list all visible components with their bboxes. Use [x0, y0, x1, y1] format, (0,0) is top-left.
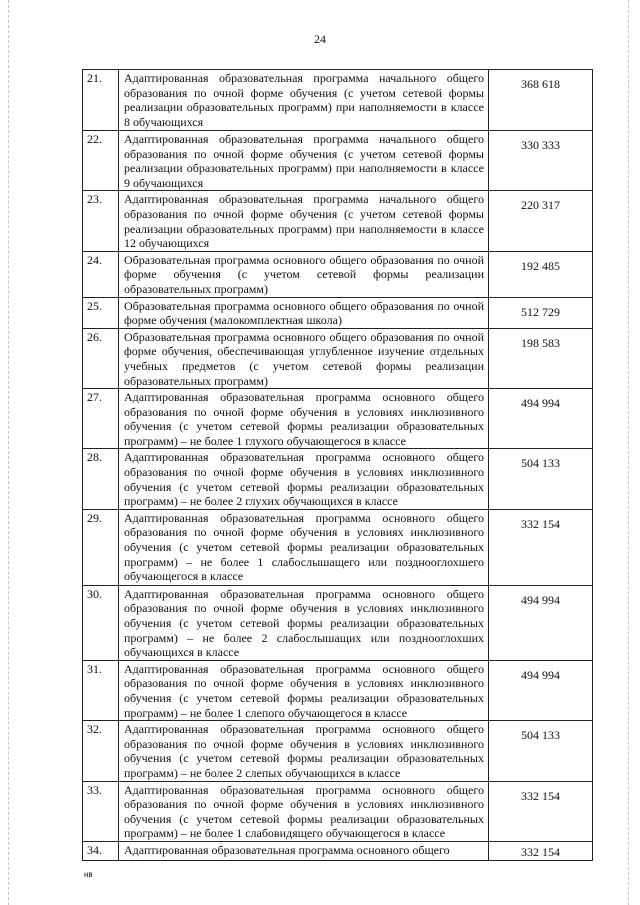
program-description: Адаптированная образовательная программа основного общего образования по очной форме обучения в условиях инклюзивного обучения (с учетом сетевой формы реализации образовательных программ) – не более 2 глухих обучающихся в классе: [119, 449, 489, 509]
table-row: [83, 841, 593, 860]
program-description: Образовательная программа основного общего образования по очной форме обучения (малокомплектная школа): [119, 297, 489, 328]
table-row: [83, 297, 593, 328]
row-number: 28.: [83, 449, 119, 509]
row-number: 24.: [83, 251, 119, 297]
row-number: 34.: [83, 841, 119, 860]
program-description: Адаптированная образовательная программа основного общего образования по очной форме обучения в условиях инклюзивного обучения (с учетом сетевой формы реализации образовательных программ) – не более 2 слабослышащих или позднооглохших обучающихся в классе: [119, 585, 489, 660]
scan-edge-right: [628, 0, 629, 905]
row-number: 29.: [83, 509, 119, 585]
row-number: 23.: [83, 191, 119, 251]
scan-edge-left: [8, 0, 9, 905]
row-number: 27.: [83, 389, 119, 449]
table-row: [83, 781, 593, 841]
table-row: [83, 191, 593, 251]
row-number: 30.: [83, 585, 119, 660]
table-row: [83, 389, 593, 449]
program-description: Адаптированная образовательная программа основного общего образования по очной форме обучения в условиях инклюзивного обучения (с учетом сетевой формы реализации образовательных программ) – не более 1 глухого обучающегося в классе: [119, 389, 489, 449]
row-number: 33.: [83, 781, 119, 841]
cost-amount: 332 154: [489, 841, 593, 860]
program-description: Адаптированная образовательная программа начального общего образования по очной форме обучения (с учетом сетевой формы реализации образовательных программ) при наполняемости в классе 12 обучающихся: [119, 191, 489, 251]
program-description: Адаптированная образовательная программа основного общего образования по очной форме обучения в условиях инклюзивного обучения (с учетом сетевой формы реализации образовательных программ) – не более 1 слабослышащего или позднооглохшего обучающегося в классе: [119, 509, 489, 585]
program-description: Адаптированная образовательная программа основного общего образования по очной форме обучения в условиях инклюзивного обучения (с учетом сетевой формы реализации образовательных программ) – не более 1 слепого обучающегося в классе: [119, 660, 489, 720]
cost-amount: 332 154: [489, 509, 593, 585]
program-description: Адаптированная образовательная программа основного общего образования по очной форме обучения в условиях инклюзивного обучения (с учетом сетевой формы реализации образовательных программ) – не более 2 слепых обучающихся в классе: [119, 721, 489, 781]
program-description: Адаптированная образовательная программа начального общего образования по очной форме обучения (с учетом сетевой формы реализации образовательных программ) при наполняемости в классе 9 обучающихся: [119, 131, 489, 191]
table-row: [83, 509, 593, 585]
cost-amount: 368 618: [489, 70, 593, 131]
cost-amount: 192 485: [489, 251, 593, 297]
cost-amount: 504 133: [489, 721, 593, 781]
cost-amount: 494 994: [489, 389, 593, 449]
cost-amount: 504 133: [489, 449, 593, 509]
cost-amount: 198 583: [489, 328, 593, 388]
normative-cost-table: [82, 69, 593, 861]
cost-amount: 332 154: [489, 781, 593, 841]
cost-amount: 220 317: [489, 191, 593, 251]
row-number: 21.: [83, 70, 119, 131]
table-row: [83, 251, 593, 297]
row-number: 25.: [83, 297, 119, 328]
page-number: 24: [314, 32, 326, 46]
cost-amount: 330 333: [489, 131, 593, 191]
cost-amount: 494 994: [489, 660, 593, 720]
program-description: Адаптированная образовательная программа основного общего образования по очной форме обучения в условиях инклюзивного обучения (с учетом сетевой формы реализации образовательных программ) – не более 1 слабовидящего обучающегося в классе: [119, 781, 489, 841]
row-number: 22.: [83, 131, 119, 191]
table-row: [83, 131, 593, 191]
program-description: Образовательная программа основного общего образования по очной форме обучения (с учетом сетевой формы реализации образовательных программ): [119, 251, 489, 297]
row-number: 26.: [83, 328, 119, 388]
row-number: 32.: [83, 721, 119, 781]
program-description: Адаптированная образовательная программа основного общего: [119, 841, 489, 860]
table-row: [83, 70, 593, 131]
table-row: [83, 449, 593, 509]
program-description: Образовательная программа основного общего образования по очной форме обучения, обеспечивающая углубленное изучение отдельных учебных предметов (с учетом сетевой формы реализации образовательных программ): [119, 328, 489, 388]
program-description: Адаптированная образовательная программа начального общего образования по очной форме обучения (с учетом сетевой формы реализации образовательных программ) при наполняемости в классе 8 обучающихся: [119, 70, 489, 131]
table-row: [83, 660, 593, 720]
footer-initials: нв: [84, 870, 93, 879]
row-number: 31.: [83, 660, 119, 720]
table-row: [83, 585, 593, 660]
table-row: [83, 328, 593, 388]
cost-amount: 512 729: [489, 297, 593, 328]
table-row: [83, 721, 593, 781]
cost-amount: 494 994: [489, 585, 593, 660]
